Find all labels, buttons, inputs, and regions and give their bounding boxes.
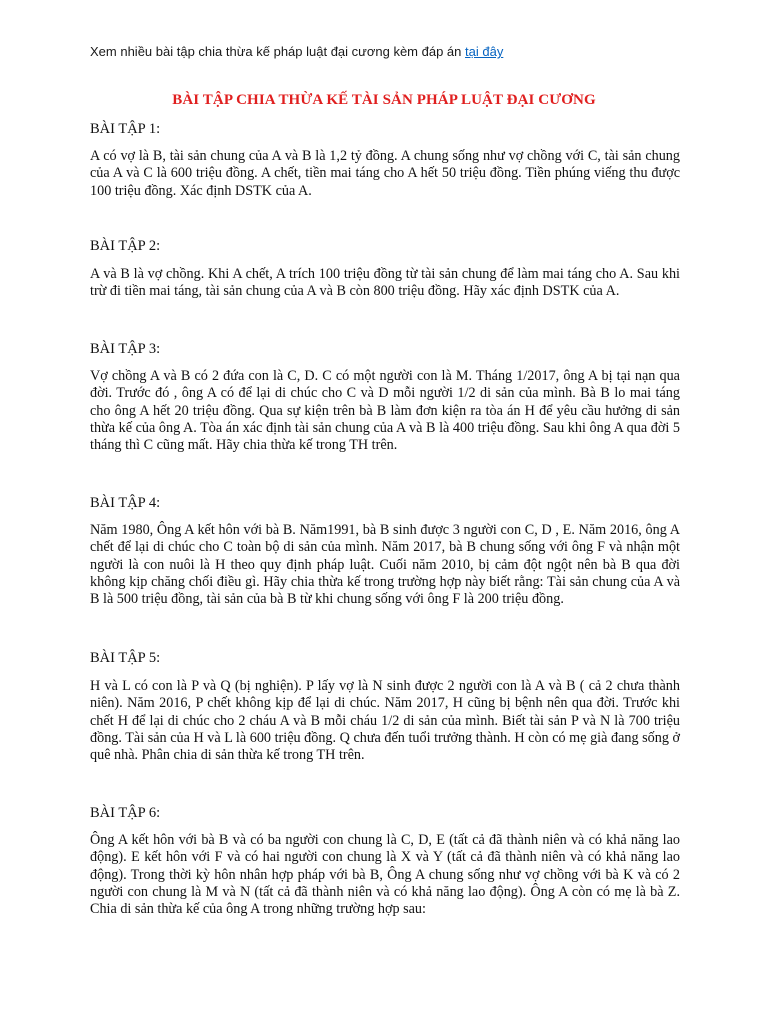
exercise-1-body: A có vợ là B, tài sản chung của A và B là 1,2 tỷ đồng. A chung sống như vợ chồng với C, tài sản chung của A và C là 600 triệu đồng. A chết, tiền mai táng cho A hết 50 triệu đồng. Tiền phúng viếng thu được 100 triệu đồng. Xác định DSTK của A. bbox=[90, 148, 680, 199]
exercise-5-heading: BÀI TẬP 5: bbox=[90, 650, 161, 666]
exercise-3-heading: BÀI TẬP 3: bbox=[90, 341, 161, 357]
exercise-4-heading: BÀI TẬP 4: bbox=[90, 495, 161, 511]
exercise-3-body: Vợ chồng A và B có 2 đứa con là C, D. C có một người con là M. Tháng 1/2017, ông A bị tại nạn qua đời. Trước đó , ông A có để lại di chúc cho C và D mỗi người 1/2 di sản của mình. Bà B lo mai táng cho ông A hết 20 triệu đồng. Qua sự kiện trên bà B làm đơn kiện ra tòa án H để yêu cầu hưởng di sản thừa kế của ông A. Tòa án xác định tài sản chung của A và B là 400 triệu đồng. Sau khi ông A qua đời 5 tháng thì C cũng mất. Hãy chia thừa kế trong TH trên. bbox=[90, 368, 680, 454]
exercise-6-body: Ông A kết hôn với bà B và có ba người con chung là C, D, E (tất cả đã thành niên và có khả năng lao động). E kết hôn với F và có hai người con chung là X và Y (tất cả đã thành niên và có khả năng lao động). Trong thời kỳ hôn nhân hợp pháp với bà B, Ông A chung sống như vợ chồng với bà K và có 2 người con chung là M và N (tất cả đã thành niên và có khả năng lao động). Ông A còn có mẹ là bà Z. Chia di sản thừa kế của ông A trong những trường hợp sau: bbox=[90, 832, 680, 918]
exercise-6-heading: BÀI TẬP 6: bbox=[90, 805, 161, 821]
page-title: BÀI TẬP CHIA THỪA KẾ TÀI SẢN PHÁP LUẬT ĐẠI CƯƠNG bbox=[172, 92, 596, 108]
exercise-4-body: Năm 1980, Ông A kết hôn với bà B. Năm1991, bà B sinh được 3 người con C, D , E. Năm 2016, ông A chết để lại di chúc cho C toàn bộ di sản của mình. Năm 2017, bà B chung sống với ông F và nhận một người là con nuôi là H theo quy định pháp luật. Cuối năm 2010, bị cảm đột ngột nên bà B qua đời không kịp chăng chối điều gì. Hãy chia thừa kế trong trường hợp này biết rằng: Tài sản chung của A và B là 500 triệu đồng, tài sản của bà B từ khi chung sống với ông F là 200 triệu đồng. bbox=[90, 522, 680, 608]
exercise-5-body: H và L có con là P và Q (bị nghiện). P lấy vợ là N sinh được 2 người con là A và B ( cả 2 chưa thành niên). Năm 2016, P chết không kịp để lại di chúc. Năm 2017, H cũng bị bệnh nên qua đời. Trước khi chết H để lại di chúc cho 2 cháu A và B mỗi cháu 1/2 di sản của mình. Biết tài sản P và N là 700 triệu đồng. Tài sản của H và L là 600 triệu đồng. Q chưa đến tuổi trưởng thành. H còn có mẹ già đang sống ở quê nhà. Phân chia di sản thừa kế trong TH trên. bbox=[90, 678, 680, 764]
intro-link[interactable]: tại đây bbox=[465, 44, 504, 59]
exercise-2-heading: BÀI TẬP 2: bbox=[90, 238, 161, 254]
exercise-1-heading: BÀI TẬP 1: bbox=[90, 121, 161, 137]
intro-note bbox=[90, 44, 503, 59]
exercise-2-body: A và B là vợ chồng. Khi A chết, A trích 100 triệu đồng từ tài sản chung để làm mai táng cho A. Sau khi trừ đi tiền mai táng, tài sản chung của A và B còn 800 triệu đồng. Hãy xác định DSTK của A. bbox=[90, 266, 680, 300]
intro-note-text: Xem nhiều bài tập chia thừa kế pháp luật đại cương kèm đáp án bbox=[90, 44, 466, 59]
